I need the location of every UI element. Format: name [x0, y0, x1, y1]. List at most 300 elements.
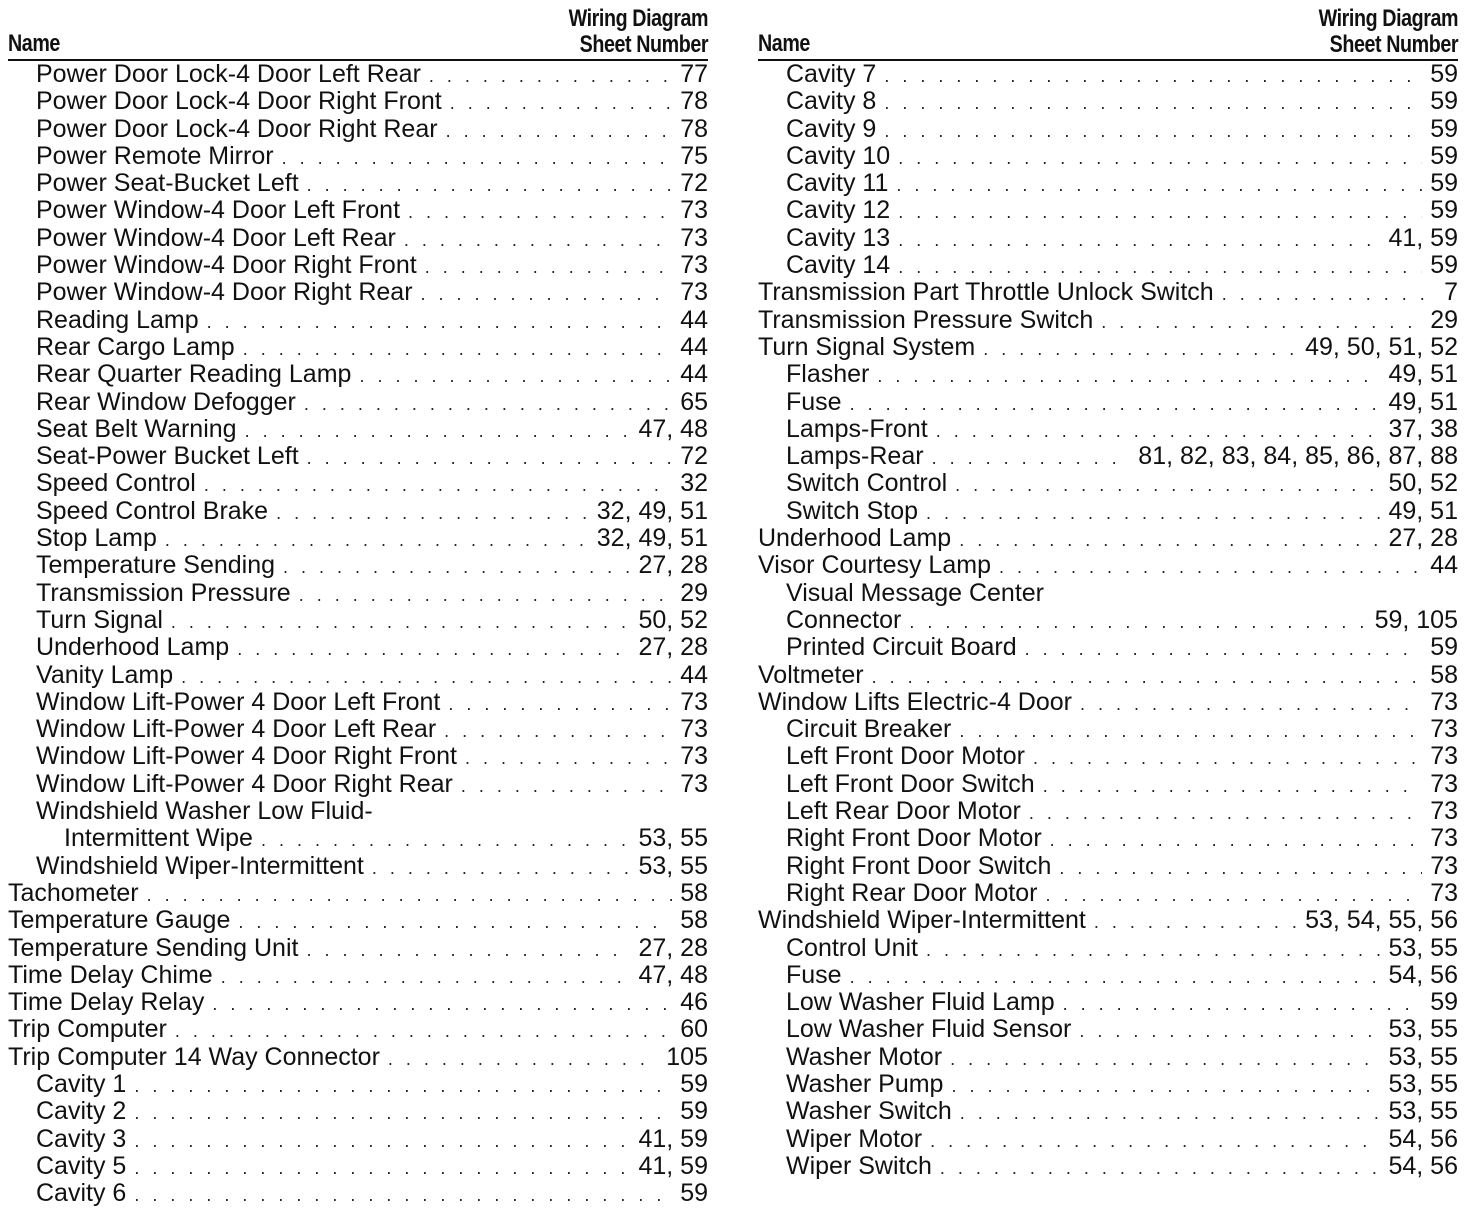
index-entry	[8, 307, 708, 334]
entry-name: Windshield Wiper-Intermittent	[36, 851, 364, 880]
index-entry	[8, 552, 708, 579]
dot-leader	[909, 609, 1366, 636]
sheet-number: 44	[680, 305, 708, 334]
sheet-number: 72	[680, 169, 708, 198]
entry-name: Rear Cargo Lamp	[36, 332, 235, 361]
sheet-number: 37, 38	[1388, 414, 1458, 443]
dot-leader	[134, 1182, 672, 1209]
entry-name: Power Window-4 Door Left Rear	[36, 223, 396, 252]
sheet-number: 105	[666, 1042, 708, 1071]
entry-name: Left Front Door Switch	[786, 769, 1035, 798]
entry-name: Transmission Pressure	[36, 578, 291, 607]
entry-name: Fuse	[786, 960, 842, 989]
index-entry	[8, 935, 708, 962]
index-entry	[758, 252, 1458, 279]
index-entry	[8, 716, 708, 743]
sheet-number: 27, 28	[638, 633, 708, 662]
index-entry	[8, 962, 708, 989]
index-entry	[8, 743, 708, 770]
dot-leader	[1043, 773, 1422, 800]
sheet-number: 59	[680, 1179, 708, 1208]
index-entry	[758, 525, 1458, 552]
dot-leader	[1033, 745, 1422, 772]
dot-leader	[237, 636, 630, 663]
sheet-number: 50, 52	[1388, 469, 1458, 498]
entry-name: Wiper Motor	[786, 1124, 923, 1153]
index-entry	[8, 443, 708, 470]
entry-name: Turn Signal System	[758, 332, 976, 361]
dot-leader	[207, 309, 673, 336]
entry-name: Window Lift-Power 4 Door Right Front	[36, 742, 457, 771]
dot-leader	[204, 472, 672, 499]
index-entry	[758, 634, 1458, 661]
entry-name: Cavity 1	[36, 1069, 127, 1098]
dot-leader	[282, 145, 673, 172]
entry-name: Fuse	[786, 387, 842, 416]
dot-leader	[1059, 855, 1422, 882]
entry-name: Cavity 7	[786, 60, 877, 88]
index-entry	[8, 607, 708, 634]
entry-name: Cavity 10	[786, 141, 891, 170]
index-entry	[8, 116, 708, 143]
sheet-number: 73	[1430, 715, 1458, 744]
sheet-number-heading	[1318, 6, 1458, 58]
sheet-number: 59	[680, 1097, 708, 1126]
entry-name: Cavity 9	[786, 114, 877, 143]
index-entry	[758, 61, 1458, 88]
dot-leader	[276, 500, 589, 527]
dot-leader	[1080, 691, 1422, 718]
dot-leader	[446, 118, 673, 145]
dot-leader	[299, 582, 672, 609]
sheet-number: 77	[680, 60, 708, 88]
dot-leader	[444, 718, 672, 745]
entry-name: Cavity 11	[786, 169, 889, 198]
dot-leader	[950, 1046, 1380, 1073]
entry-name: Printed Circuit Board	[786, 633, 1017, 662]
entry-name: Time Delay Chime	[8, 960, 213, 989]
dot-leader	[245, 418, 631, 445]
dot-leader	[404, 227, 672, 254]
dot-leader	[181, 664, 672, 691]
sheet-number: 72	[680, 442, 708, 471]
index-entry	[8, 1044, 708, 1071]
sheet-number: 27, 28	[1388, 524, 1458, 553]
dot-leader	[261, 827, 631, 854]
entry-name: Voltmeter	[758, 660, 864, 689]
index-entry	[758, 88, 1458, 115]
index-entry	[8, 170, 708, 197]
dot-leader	[940, 1155, 1381, 1182]
entry-name: Power Window-4 Door Right Rear	[36, 278, 413, 307]
entry-name: Cavity 6	[36, 1179, 127, 1208]
index-entry	[758, 689, 1458, 716]
sheet-number: 73	[680, 196, 708, 225]
sheet-number: 44	[680, 360, 708, 389]
entry-name: Switch Control	[786, 469, 948, 498]
dot-leader	[896, 172, 1422, 199]
entry-name: Cavity 3	[36, 1124, 127, 1153]
entry-name: Power Door Lock-4 Door Right Front	[36, 87, 442, 116]
dot-leader	[959, 527, 1380, 554]
sheet-number: 32, 49, 51	[596, 496, 708, 525]
index-entry	[758, 116, 1458, 143]
sheet-number: 81, 82, 83, 84, 85, 86, 87, 88	[1138, 442, 1458, 471]
entry-name: Window Lift-Power 4 Door Left Front	[36, 687, 441, 716]
dot-leader	[983, 336, 1297, 363]
entry-name: Wiper Switch	[786, 1151, 932, 1180]
index-entry	[8, 389, 708, 416]
entry-name: Intermittent Wipe	[64, 824, 253, 853]
index-entry	[8, 989, 708, 1016]
sheet-number: 32	[680, 469, 708, 498]
entry-name: Right Rear Door Motor	[786, 878, 1038, 907]
sheet-number: 73	[1430, 878, 1458, 907]
sheet-number: 78	[680, 114, 708, 143]
dot-leader	[429, 63, 672, 90]
index-entry	[758, 825, 1458, 852]
index-entry	[8, 61, 708, 88]
sheet-heading-line1: Wiring Diagram	[1318, 5, 1458, 32]
sheet-number: 73	[1430, 687, 1458, 716]
sheet-number: 49, 50, 51, 52	[1305, 332, 1458, 361]
index-entry	[8, 498, 708, 525]
sheet-number: 78	[680, 87, 708, 116]
index-entry	[758, 279, 1458, 306]
entry-name: Speed Control Brake	[36, 496, 269, 525]
sheet-number: 53, 55	[638, 851, 708, 880]
index-entry	[758, 552, 1458, 579]
index-entry	[758, 197, 1458, 224]
dot-leader	[1050, 827, 1423, 854]
dot-leader	[850, 964, 1381, 991]
dot-leader	[165, 527, 589, 554]
dot-leader	[425, 254, 672, 281]
dot-leader	[898, 145, 1422, 172]
dot-leader	[175, 1018, 672, 1045]
dot-leader	[959, 718, 1422, 745]
sheet-number: 59	[1430, 633, 1458, 662]
index-entry	[8, 1098, 708, 1125]
index-column-left	[8, 4, 708, 1207]
dot-leader	[884, 63, 1422, 90]
index-entry	[8, 880, 708, 907]
dot-leader	[850, 391, 1381, 418]
entry-name: Windshield Washer Low Fluid-	[36, 797, 373, 826]
dot-leader	[171, 609, 631, 636]
dot-leader	[1029, 800, 1422, 827]
sheet-number: 59	[1430, 114, 1458, 143]
entry-name: Low Washer Fluid Sensor	[786, 1015, 1072, 1044]
index-entry	[758, 1098, 1458, 1125]
index-entry	[758, 962, 1458, 989]
sheet-number: 73	[1430, 851, 1458, 880]
sheet-number: 54, 56	[1388, 1124, 1458, 1153]
entry-name: Vanity Lamp	[36, 660, 174, 689]
index-entry-list	[8, 61, 708, 1207]
sheet-number: 59	[1430, 169, 1458, 198]
sheet-number: 53, 55	[1388, 1042, 1458, 1071]
index-entry	[758, 743, 1458, 770]
index-entry	[758, 716, 1458, 743]
sheet-number: 58	[680, 906, 708, 935]
index-entry	[8, 416, 708, 443]
name-heading: Name	[8, 30, 60, 57]
sheet-number: 44	[680, 332, 708, 361]
index-entry	[758, 443, 1458, 470]
dot-leader	[238, 909, 672, 936]
dot-leader	[884, 90, 1422, 117]
dot-leader	[372, 855, 631, 882]
sheet-number: 60	[680, 1015, 708, 1044]
dot-leader	[955, 472, 1380, 499]
entry-name: Seat Belt Warning	[36, 414, 237, 443]
index-entry	[8, 1016, 708, 1043]
entry-name: Power Window-4 Door Right Front	[36, 251, 417, 280]
entry-name: Power Seat-Bucket Left	[36, 169, 299, 198]
dot-leader	[1063, 991, 1423, 1018]
sheet-number: 58	[680, 878, 708, 907]
entry-name: Power Window-4 Door Left Front	[36, 196, 401, 225]
entry-name: Window Lift-Power 4 Door Right Rear	[36, 769, 453, 798]
sheet-number: 73	[1430, 824, 1458, 853]
sheet-number: 47, 48	[638, 414, 708, 443]
dot-leader	[1094, 909, 1297, 936]
sheet-number: 53, 55	[1388, 1015, 1458, 1044]
sheet-number: 73	[680, 715, 708, 744]
index-entry	[8, 853, 708, 880]
entry-name: Trip Computer	[8, 1015, 167, 1044]
index-entry	[8, 525, 708, 552]
index-entry	[8, 771, 708, 798]
sheet-number: 41, 59	[1388, 223, 1458, 252]
sheet-number: 73	[680, 251, 708, 280]
index-entry	[8, 825, 708, 852]
index-entry	[8, 634, 708, 661]
dot-leader	[243, 336, 672, 363]
index-entry	[758, 170, 1458, 197]
entry-name: Power Door Lock-4 Door Left Rear	[36, 60, 421, 88]
index-entry	[8, 798, 708, 825]
entry-name: Flasher	[786, 360, 870, 389]
dot-leader	[999, 554, 1422, 581]
sheet-number: 46	[680, 988, 708, 1017]
index-entry	[8, 580, 708, 607]
entry-name: Underhood Lamp	[36, 633, 230, 662]
dot-leader	[898, 199, 1422, 226]
index-entry	[758, 798, 1458, 825]
dot-leader	[134, 1073, 672, 1100]
sheet-number: 58	[1430, 660, 1458, 689]
sheet-number: 65	[680, 387, 708, 416]
index-entry	[8, 1126, 708, 1153]
dot-leader	[134, 1128, 630, 1155]
sheet-number: 73	[1430, 797, 1458, 826]
sheet-number: 73	[680, 687, 708, 716]
entry-name: Seat-Power Bucket Left	[36, 442, 299, 471]
entry-name: Temperature Sending Unit	[8, 933, 299, 962]
dot-leader	[306, 937, 630, 964]
sheet-number-heading	[568, 6, 708, 58]
entry-name: Lamps-Front	[786, 414, 928, 443]
entry-name: Temperature Gauge	[8, 906, 231, 935]
index-entry	[758, 880, 1458, 907]
dot-leader	[1025, 636, 1423, 663]
entry-name: Reading Lamp	[36, 305, 199, 334]
index-entry	[758, 989, 1458, 1016]
sheet-number: 73	[680, 278, 708, 307]
dot-leader	[408, 199, 672, 226]
entry-name: Washer Pump	[786, 1069, 944, 1098]
dot-leader	[450, 90, 672, 117]
index-entry	[758, 607, 1458, 634]
sheet-number: 59, 105	[1374, 605, 1458, 634]
sheet-number: 41, 59	[638, 1124, 708, 1153]
entry-name: Visor Courtesy Lamp	[758, 551, 991, 580]
index-entry	[758, 935, 1458, 962]
sheet-number: 27, 28	[638, 551, 708, 580]
index-entry	[8, 1180, 708, 1207]
sheet-number: 54, 56	[1388, 960, 1458, 989]
dot-leader	[147, 882, 673, 909]
dot-leader	[951, 1073, 1380, 1100]
sheet-number: 49, 51	[1388, 496, 1458, 525]
index-entry	[758, 307, 1458, 334]
entry-name: Cavity 8	[786, 87, 877, 116]
dot-leader	[307, 172, 673, 199]
sheet-heading-line2: Sheet Number	[1329, 31, 1458, 58]
entry-name: Left Rear Door Motor	[786, 797, 1021, 826]
entry-name: Cavity 13	[786, 223, 891, 252]
entry-name: Power Door Lock-4 Door Right Rear	[36, 114, 438, 143]
sheet-number: 59	[1430, 87, 1458, 116]
entry-name: Lamps-Rear	[786, 442, 924, 471]
entry-name: Control Unit	[786, 933, 918, 962]
sheet-number: 49, 51	[1388, 360, 1458, 389]
sheet-number: 44	[680, 660, 708, 689]
entry-name: Rear Window Defogger	[36, 387, 296, 416]
index-entry	[758, 1153, 1458, 1180]
sheet-number: 29	[1430, 305, 1458, 334]
sheet-heading-line1: Wiring Diagram	[568, 5, 708, 32]
sheet-heading-line2: Sheet Number	[579, 31, 708, 58]
dot-leader	[307, 445, 673, 472]
index-entry	[758, 416, 1458, 443]
index-column-right	[758, 4, 1458, 1180]
dot-leader	[884, 118, 1422, 145]
sheet-number: 7	[1444, 278, 1458, 307]
entry-name: Tachometer	[8, 878, 139, 907]
index-entry	[8, 225, 708, 252]
dot-leader	[461, 773, 672, 800]
index-entry	[758, 771, 1458, 798]
index-entry	[758, 470, 1458, 497]
index-entry	[8, 279, 708, 306]
entry-name: Low Washer Fluid Lamp	[786, 988, 1055, 1017]
dot-leader	[304, 391, 672, 418]
dot-leader	[212, 991, 672, 1018]
entry-name: Speed Control	[36, 469, 196, 498]
sheet-number: 59	[680, 1069, 708, 1098]
dot-leader	[283, 554, 630, 581]
sheet-number: 59	[1430, 988, 1458, 1017]
index-entry	[758, 361, 1458, 388]
index-entry	[8, 88, 708, 115]
dot-leader	[1222, 281, 1436, 308]
dot-leader	[936, 418, 1381, 445]
index-entry	[8, 1071, 708, 1098]
entry-name: Cavity 2	[36, 1097, 127, 1126]
dot-leader	[960, 1100, 1381, 1127]
index-entry	[758, 498, 1458, 525]
entry-name: Right Front Door Motor	[786, 824, 1042, 853]
entry-name: Transmission Part Throttle Unlock Switch	[758, 278, 1214, 307]
sheet-number: 49, 51	[1388, 387, 1458, 416]
entry-name: Rear Quarter Reading Lamp	[36, 360, 352, 389]
dot-leader	[359, 363, 672, 390]
sheet-number: 73	[680, 223, 708, 252]
sheet-number: 53, 55	[1388, 1069, 1458, 1098]
index-entry	[8, 470, 708, 497]
dot-leader	[134, 1155, 630, 1182]
index-entry	[758, 1071, 1458, 1098]
entry-name: Cavity 14	[786, 251, 891, 280]
index-entry	[8, 252, 708, 279]
sheet-number: 29	[680, 578, 708, 607]
dot-leader	[932, 445, 1131, 472]
dot-leader	[1079, 1018, 1380, 1045]
dot-leader	[1045, 882, 1422, 909]
dot-leader	[872, 664, 1423, 691]
sheet-number: 53, 55	[638, 824, 708, 853]
dot-leader	[388, 1046, 658, 1073]
dot-leader	[926, 500, 1380, 527]
entry-name: Right Front Door Switch	[786, 851, 1052, 880]
dot-leader	[221, 964, 631, 991]
entry-name: Circuit Breaker	[786, 715, 952, 744]
index-entry	[8, 1153, 708, 1180]
index-entry	[758, 225, 1458, 252]
sheet-number: 54, 56	[1388, 1151, 1458, 1180]
index-entry	[8, 143, 708, 170]
index-entry	[8, 689, 708, 716]
index-entry	[758, 334, 1458, 361]
index-entry-list	[758, 61, 1458, 1180]
sheet-number: 44	[1430, 551, 1458, 580]
dot-leader	[421, 281, 673, 308]
entry-name: Window Lifts Electric-4 Door	[758, 687, 1072, 716]
sheet-number: 41, 59	[638, 1151, 708, 1180]
entry-name: Stop Lamp	[36, 524, 157, 553]
dot-leader	[898, 254, 1422, 281]
name-heading: Name	[758, 30, 810, 57]
index-entry	[758, 662, 1458, 689]
index-entry	[758, 907, 1458, 934]
dot-leader	[898, 227, 1380, 254]
sheet-number: 53, 55	[1388, 933, 1458, 962]
sheet-number: 59	[1430, 196, 1458, 225]
index-entry	[8, 361, 708, 388]
index-entry	[758, 853, 1458, 880]
entry-name: Visual Message Center	[786, 578, 1045, 607]
dot-leader	[448, 691, 672, 718]
index-entry	[758, 1126, 1458, 1153]
column-header	[758, 4, 1458, 61]
sheet-number: 59	[1430, 60, 1458, 88]
dot-leader	[877, 363, 1380, 390]
index-entry	[758, 580, 1458, 607]
entry-name: Washer Motor	[786, 1042, 943, 1071]
